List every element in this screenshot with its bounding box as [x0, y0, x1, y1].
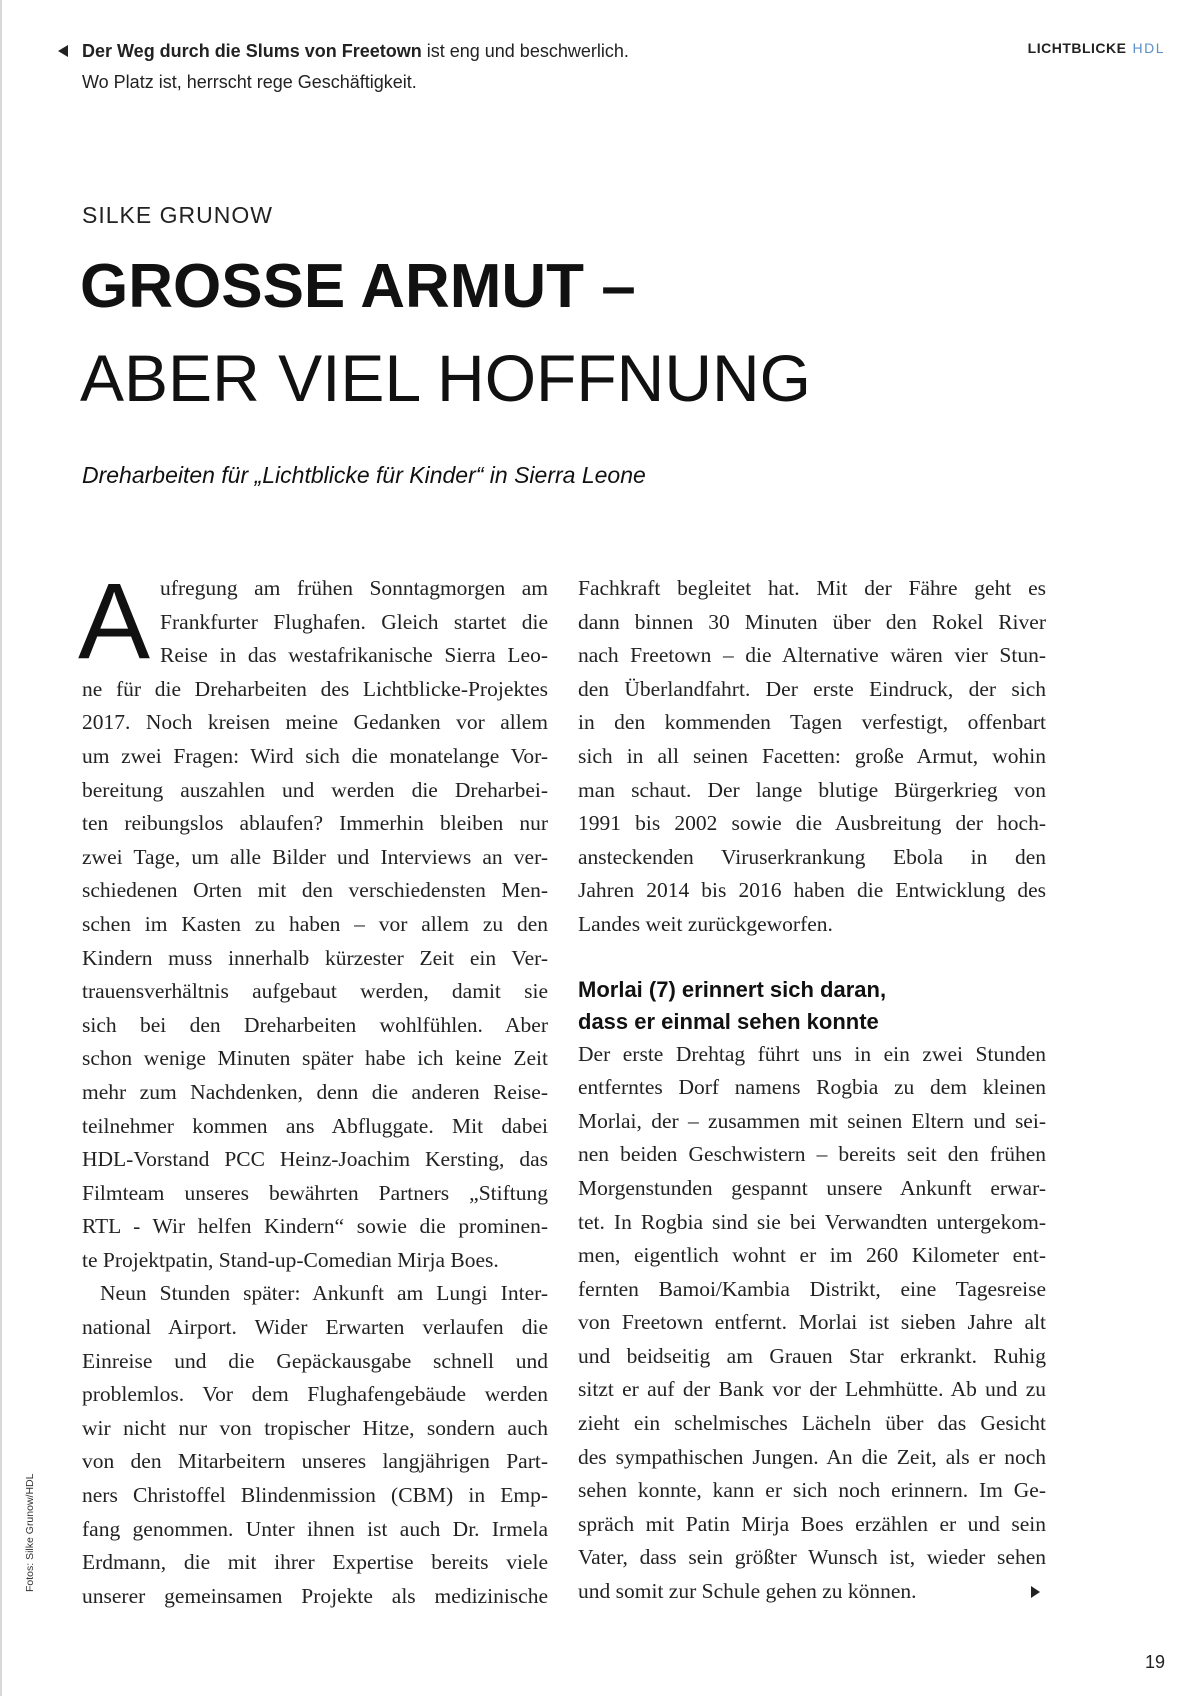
text-line: RTL - Wir helfen Kindern“ sowie die prominen- — [82, 1214, 548, 1239]
subtitle: Dreharbeiten für „Lichtblicke für Kinder“ in Sierra Leone — [82, 462, 646, 488]
text-line: Morlai, der – zusammen mit seinen Eltern und sei- — [578, 1108, 1046, 1133]
text-line: schon wenige Minuten später habe ich keine Zeit — [82, 1046, 548, 1071]
text-line: tet. In Rogbia sind sie bei Verwandten untergekom- — [578, 1209, 1046, 1234]
headline-line-2: ABER VIEL HOFFNUNG — [80, 341, 811, 415]
intro-paragraph — [82, 673, 548, 1278]
text-line: nach Freetown – die Alternative wären vier Stun- — [578, 643, 1046, 668]
text-line: problemlos. Vor dem Flughafengebäude werden — [82, 1382, 548, 1407]
text-line: ne für die Dreharbeiten des Lichtblicke-Projektes — [82, 676, 548, 701]
text-line: unserer gemeinsamen Projekte als medizinische — [82, 1583, 548, 1608]
text-line: national Airport. Wider Erwarten verlaufen die — [82, 1315, 548, 1340]
text-line: entferntes Dorf namens Rogbia zu dem kleinen — [578, 1075, 1046, 1100]
text-line: sich in all seinen Facetten: große Armut, wohin — [578, 743, 1046, 768]
section-header — [1028, 40, 1165, 56]
subheading-line: dass er einmal sehen konnte — [578, 1008, 879, 1034]
text-line: Fachkraft begleitet hat. Mit der Fähre geht es — [578, 576, 1046, 600]
text-line: und beidseitig am Grauen Star erkrankt. Ruhig — [578, 1343, 1046, 1368]
text-line: wir nicht nur von tropischer Hitze, sondern auch — [82, 1415, 548, 1440]
text-line: Erdmann, die mit ihrer Expertise bereits viele — [82, 1550, 548, 1575]
text-line: ufregung am frühen Sonntagmorgen am — [160, 576, 548, 600]
article-column-right — [578, 572, 1046, 1609]
subheading-line: Morlai (7) erinnert sich daran, — [578, 976, 887, 1002]
text-line: sich bei den Dreharbeiten wohlfühlen. Aber — [82, 1012, 548, 1037]
section-subheading — [578, 974, 1046, 1038]
page-number: 19 — [1144, 1652, 1165, 1672]
caption-line-1-rest: ist eng und beschwerlich. — [421, 41, 629, 61]
text-line: zieht ein schelmisches Lächeln über das Gesicht — [578, 1411, 1046, 1436]
caption-line-1 — [58, 36, 629, 67]
text-line: sehen konnte, kann er sich noch erinnern. Im Ge- — [578, 1478, 1046, 1503]
text-line: Filmteam unseres bewährten Partners „Stiftung — [82, 1180, 548, 1205]
headline-line-1: GROSSE ARMUT – — [80, 252, 636, 321]
text-line: des sympathischen Jungen. An die Zeit, als er noch — [578, 1444, 1046, 1469]
text-line: Morgenstunden gespannt unsere Ankunft erwar- — [578, 1175, 1046, 1200]
text-line: von den Mitarbeitern unseres langjährigen Part- — [82, 1449, 548, 1474]
text-line: Kindern muss innerhalb kürzester Zeit ein Ver- — [82, 945, 548, 970]
text-line: dann binnen 30 Minuten über den Rokel River — [578, 609, 1046, 634]
section-label: LICHTBLICKE — [1027, 40, 1127, 56]
drop-cap: A — [78, 560, 151, 681]
text-line: trauensverhältnis aufgebaut werden, damit sie — [82, 979, 548, 1004]
intro-lines — [82, 572, 548, 673]
text-line: mehr zum Nachdenken, denn die anderen Reise- — [82, 1079, 548, 1104]
text-line: Neun Stunden später: Ankunft am Lungi Inter- — [100, 1281, 548, 1306]
text-line: Einreise und die Gepäckausgabe schnell und — [82, 1348, 548, 1373]
text-line: man schaut. Der lange blutige Bürgerkrieg von — [578, 777, 1046, 802]
text-line: sitzt er auf der Bank vor der Lehmhütte. Ab und zu — [578, 1377, 1046, 1402]
caption-bold: Der Weg durch die Slums von Freetown — [82, 41, 422, 61]
text-line: um zwei Fragen: Wird sich die monatelange Vor- — [82, 743, 548, 768]
arrival-paragraph — [82, 1277, 548, 1613]
text-line: spräch mit Patin Mirja Boes erzählen er und sein — [578, 1511, 1046, 1536]
text-line: te Projektpatin, Stand-up-Comedian Mirja Boes. — [82, 1247, 499, 1272]
text-line: Jahren 2014 bis 2016 haben die Entwicklung des — [578, 878, 1046, 903]
photo-credit: Fotos: Silke Grunow/HDL — [24, 1473, 36, 1592]
final-line-row — [578, 1575, 1046, 1609]
text-line: Der erste Drehtag führt uns in ein zwei Stunden — [578, 1041, 1046, 1066]
text-line: Landes weit zurückgeworfen. — [578, 911, 833, 936]
caption-line-2: Wo Platz ist, herrscht rege Geschäftigkeit. — [82, 72, 417, 92]
text-line: zwei Tage, um alle Bilder und Interviews an ver- — [82, 844, 548, 869]
continue-arrow-icon — [1031, 1586, 1040, 1598]
author-name: SILKE GRUNOW — [82, 202, 273, 228]
text-line: men, eigentlich wohnt er im 260 Kilometer ent- — [578, 1243, 1046, 1268]
text-line: bereitung auszahlen und werden die Dreharbei- — [82, 777, 548, 802]
text-line: ansteckenden Viruserkrankung Ebola in den — [578, 844, 1046, 869]
text-line: in den kommenden Tagen verfestigt, offenbart — [578, 710, 1046, 735]
text-line: teilnehmer kommen ans Abfluggate. Mit dabei — [82, 1113, 548, 1138]
text-line: von Freetown entfernt. Morlai ist sieben Jahre alt — [578, 1310, 1046, 1335]
text-line: den Überlandfahrt. Der erste Eindruck, der sich — [578, 676, 1046, 701]
continuation-paragraph — [578, 572, 1046, 942]
text-line: Reise in das westafrikanische Sierra Leo- — [160, 643, 548, 668]
text-line: Frankfurter Flughafen. Gleich startet die — [160, 609, 548, 634]
text-line: Vater, dass sein größter Wunsch ist, wieder sehen — [578, 1545, 1046, 1570]
text-line: HDL-Vorstand PCC Heinz-Joachim Kersting, das — [82, 1147, 548, 1172]
text-line: 1991 bis 2002 sowie die Ausbreitung der hoch- — [578, 811, 1046, 836]
text-line: ten reibungslos ablaufen? Immerhin bleiben nur — [82, 811, 548, 836]
page-edge-rule — [0, 0, 2, 1696]
text-line: schen im Kasten zu haben – vor allem zu den — [82, 911, 548, 936]
morlai-paragraph — [578, 1038, 1046, 1609]
text-line: 2017. Noch kreisen meine Gedanken vor allem — [82, 710, 548, 735]
article-column-left — [78, 560, 548, 1613]
text-line: nen beiden Geschwistern – bereits seit den frühen — [578, 1142, 1046, 1167]
publisher-label: HDL — [1132, 40, 1165, 56]
text-line: fernten Bamoi/Kambia Distrikt, eine Tagesreise — [578, 1276, 1046, 1301]
text-line: und somit zur Schule gehen zu können. — [578, 1579, 917, 1604]
text-line: schiedenen Orten mit den verschiedensten Men- — [82, 878, 548, 903]
text-line: fang genommen. Unter ihnen ist auch Dr. Irmela — [82, 1516, 548, 1541]
text-line: ners Christoffel Blindenmission (CBM) in Emp- — [82, 1483, 548, 1508]
caption-left-arrow-icon — [58, 45, 68, 57]
photo-caption — [58, 36, 629, 98]
